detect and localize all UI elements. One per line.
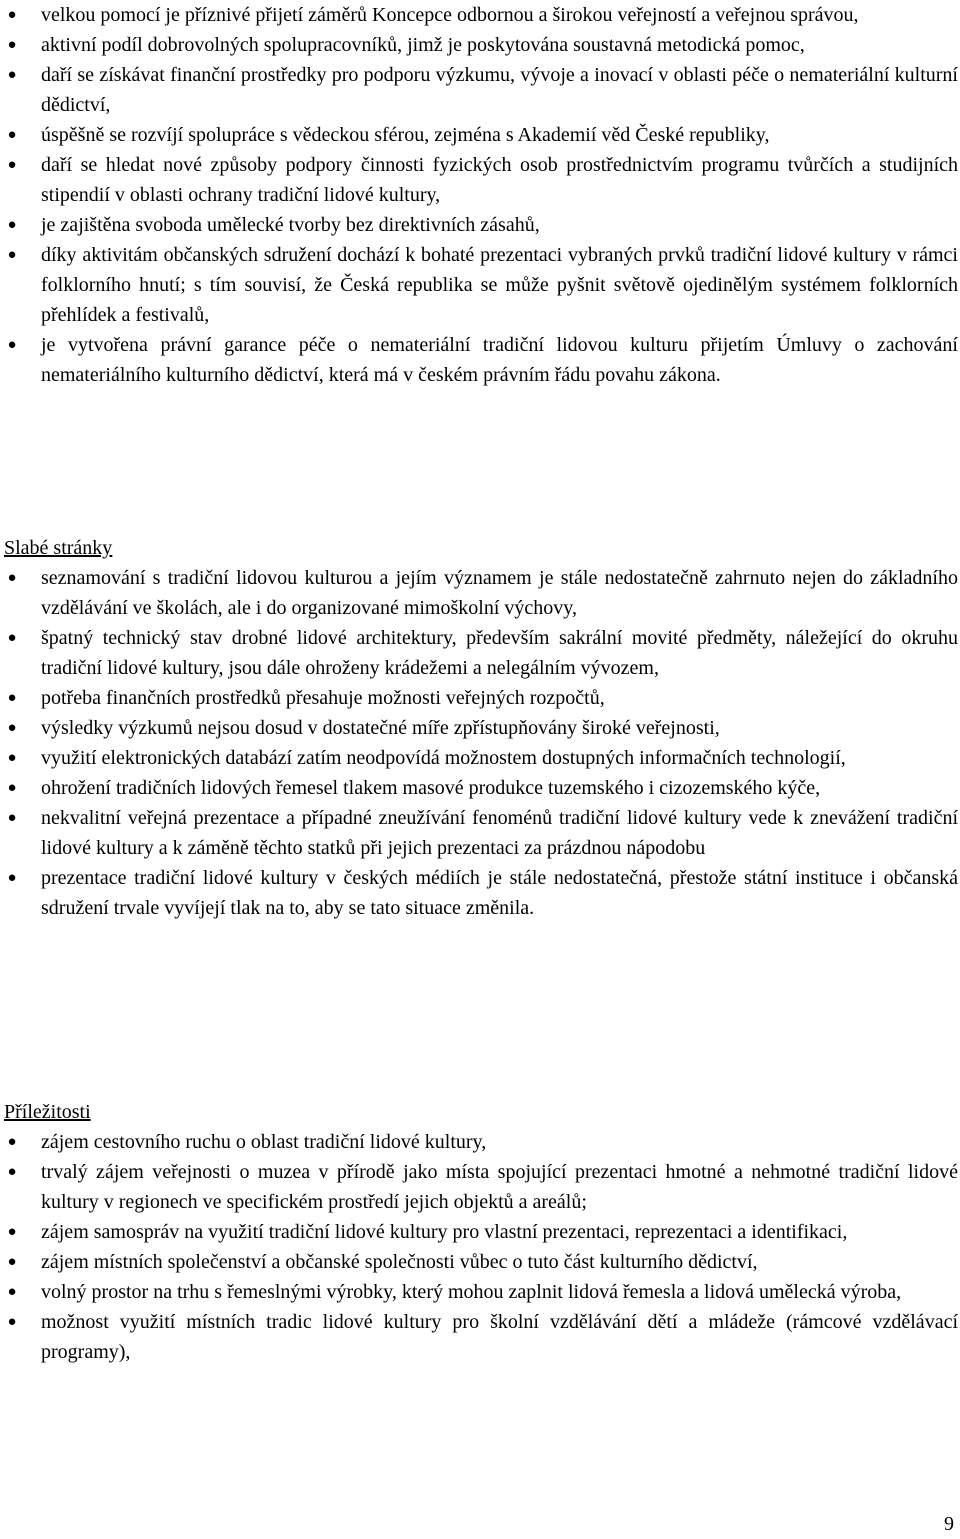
list-item [0, 1217, 958, 1247]
bullet-icon: ● [7, 217, 17, 233]
list-item [0, 863, 958, 923]
bullet-icon: ● [7, 67, 17, 83]
list-item [0, 30, 958, 60]
bullet-icon: ● [7, 570, 17, 586]
list-item [0, 210, 958, 240]
bullet-icon: ● [7, 127, 17, 143]
list-item [0, 60, 958, 120]
list-item-text: možnost využití místních tradic lidové kultury pro školní vzdělávání dětí a mládeže (rámcové vzdělávací programy), [41, 1311, 958, 1363]
bullet-icon: ● [7, 1284, 17, 1300]
list-item [0, 713, 958, 743]
list-item-text: nekvalitní veřejná prezentace a případné zneužívání fenoménů tradiční lidové kultury vede k znevážení tradiční lidové kultury a k záměně těchto statků při jejich prezentaci za prázdnou nápodobu [41, 807, 958, 859]
list-item-text: je zajištěna svoboda umělecké tvorby bez direktivních zásahů, [41, 214, 540, 236]
list-item [0, 150, 958, 210]
list-item-text: výsledky výzkumů nejsou dosud v dostatečné míře zpřístupňovány široké veřejnosti, [41, 717, 720, 739]
bullet-icon: ● [7, 337, 17, 353]
bullet-icon: ● [7, 1224, 17, 1240]
list-item [0, 683, 958, 713]
bullet-icon: ● [7, 7, 17, 23]
list-item-text: využití elektronických databází zatím neodpovídá možnostem dostupných informačních technologií, [41, 747, 846, 769]
list-item-text: úspěšně se rozvíjí spolupráce s vědeckou sférou, zejména s Akademií věd České republiky, [41, 124, 770, 146]
list-item [0, 1127, 958, 1157]
opportunities-list [0, 1127, 958, 1367]
list-item [0, 120, 958, 150]
list-item [0, 330, 958, 390]
bullet-icon: ● [7, 810, 17, 826]
list-item [0, 1157, 958, 1217]
list-item-text: zájem samospráv na využití tradiční lidové kultury pro vlastní prezentaci, reprezentaci a identifikaci, [41, 1221, 848, 1243]
bullet-icon: ● [7, 1134, 17, 1150]
bullet-icon: ● [7, 870, 17, 886]
list-item-text: díky aktivitám občanských sdružení dochází k bohaté prezentaci vybraných prvků tradiční lidové kultury v rámci folklorního hnutí; s tím souvisí, že Česká republika se může pyšnit světově ojedinělým systémem folklorních přehlídek a festivalů, [41, 244, 958, 326]
bullet-icon: ● [7, 690, 17, 706]
list-item [0, 240, 958, 330]
bullet-icon: ● [7, 37, 17, 53]
weaknesses-list [0, 563, 958, 923]
bullet-icon: ● [7, 1254, 17, 1270]
list-item-text: daří se získávat finanční prostředky pro podporu výzkumu, vývoje a inovací v oblasti péče o nemateriální kulturní dědictví, [41, 64, 958, 116]
list-item [0, 1277, 958, 1307]
list-item [0, 803, 958, 863]
list-item [0, 563, 958, 623]
page-number: 9 [944, 1513, 954, 1535]
bullet-icon: ● [7, 1314, 17, 1330]
bullet-icon: ● [7, 780, 17, 796]
list-item [0, 1247, 958, 1277]
list-item-text: trvalý zájem veřejnosti o muzea v přírodě jako místa spojující prezentaci hmotné a nehmotné tradiční lidové kultury v regionech ve specifickém prostředí jejich objektů a areálů; [41, 1161, 958, 1213]
list-item-text: je vytvořena právní garance péče o nemateriální tradiční lidovou kulturu přijetím Úmluvy o zachování nemateriálního kulturního dědictví, která má v českém právním řádu povahu zákona. [41, 334, 958, 386]
bullet-icon: ● [7, 1164, 17, 1180]
list-item-text: seznamování s tradiční lidovou kulturou a jejím významem je stále nedostatečně zahrnuto nejen do základního vzdělávání ve školách, ale i do organizované mimoškolní výchovy, [41, 567, 958, 619]
list-item [0, 743, 958, 773]
list-item-text: špatný technický stav drobné lidové architektury, především sakrální movité předměty, náležející do okruhu tradiční lidové kultury, jsou dále ohroženy krádežemi a nelegálním vývozem, [41, 627, 958, 679]
list-item-text: volný prostor na trhu s řemeslnými výrobky, který mohou zaplnit lidová řemesla a lidová umělecká výroba, [41, 1281, 902, 1303]
list-item-text: potřeba finančních prostředků přesahuje možnosti veřejných rozpočtů, [41, 687, 605, 709]
bullet-icon: ● [7, 247, 17, 263]
weaknesses-heading: Slabé stránky [4, 537, 113, 559]
bullet-icon: ● [7, 157, 17, 173]
list-item-text: ohrožení tradičních lidových řemesel tlakem masové produkce tuzemského i cizozemského kýče, [41, 777, 821, 799]
list-item-text: prezentace tradiční lidové kultury v českých médiích je stále nedostatečná, přestože státní instituce i občanská sdružení trvale vyvíjejí tlak na to, aby se tato situace změnila. [41, 867, 958, 919]
list-item [0, 773, 958, 803]
list-item [0, 623, 958, 683]
list-item-text: zájem místních společenství a občanské společnosti vůbec o tuto část kulturního dědictví, [41, 1251, 758, 1273]
bullet-icon: ● [7, 750, 17, 766]
opportunities-heading: Příležitosti [4, 1101, 91, 1123]
bullet-icon: ● [7, 720, 17, 736]
list-item-text: velkou pomocí je příznivé přijetí záměrů Koncepce odbornou a širokou veřejností a veřejnou správou, [41, 4, 859, 26]
bullet-icon: ● [7, 630, 17, 646]
list-item-text: zájem cestovního ruchu o oblast tradiční lidové kultury, [41, 1131, 487, 1153]
list-item-text: aktivní podíl dobrovolných spolupracovníků, jimž je poskytována soustavná metodická pomoc, [41, 34, 805, 56]
list-item [0, 0, 958, 30]
list-item-text: daří se hledat nové způsoby podpory činnosti fyzických osob prostřednictvím programu tvůrčích a studijních stipendií v oblasti ochrany tradiční lidové kultury, [41, 154, 958, 206]
strengths-list [0, 0, 958, 390]
list-item [0, 1307, 958, 1367]
